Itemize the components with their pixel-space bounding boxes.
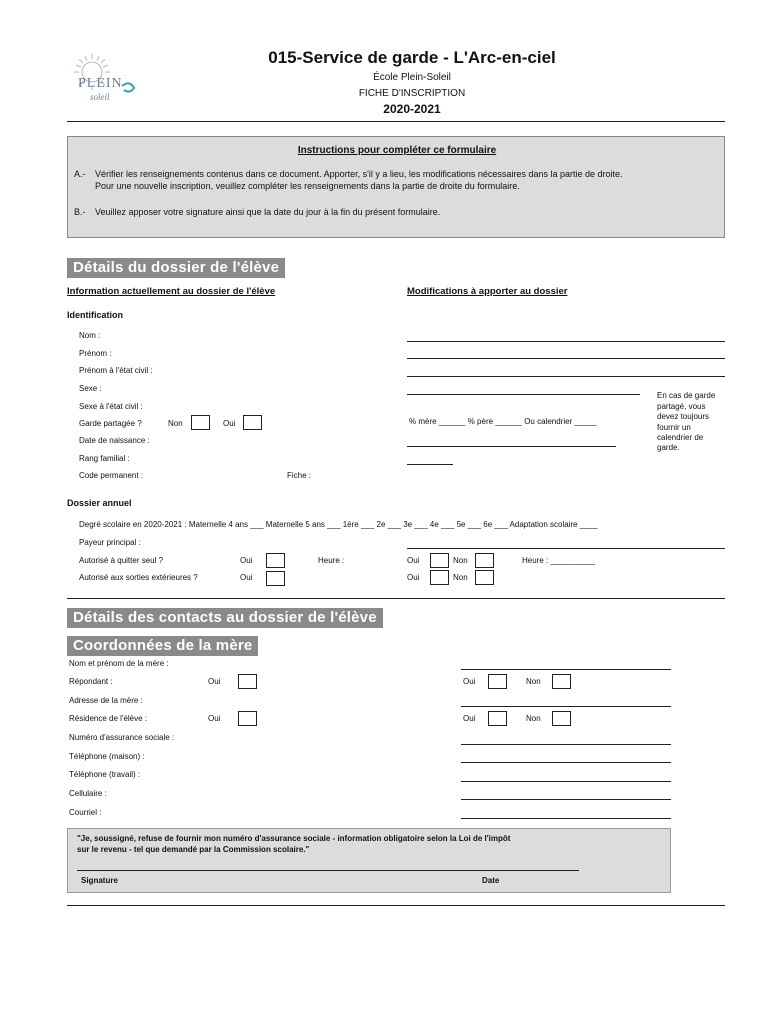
repondant-new-non-label: Non — [526, 677, 541, 686]
residence-new-non-label: Non — [526, 714, 541, 723]
cellulaire-input-line[interactable] — [461, 799, 671, 800]
logo-subtext: soleil — [90, 92, 110, 102]
tel-travail-label: Téléphone (travail) : — [69, 770, 141, 779]
garde-note-5: calendrier de — [657, 433, 704, 442]
instruction-b-marker: B.- — [74, 207, 86, 217]
sorties-new-non-checkbox[interactable] — [475, 570, 494, 585]
repondant-new-non-checkbox[interactable] — [552, 674, 571, 689]
naissance-input-line[interactable] — [407, 446, 616, 447]
repondant-label: Répondant : — [69, 677, 113, 686]
garde-note-3: devez toujours — [657, 412, 710, 421]
contacts-section-title: Détails des contacts au dossier de l'élève — [67, 608, 383, 628]
quitter-heure-label: Heure : — [318, 556, 345, 565]
instruction-a-line2: Pour une nouvelle inscription, veuillez compléter les renseignements dans la partie de droite du formulaire. — [95, 181, 520, 191]
school-year: 2020-2021 — [383, 102, 441, 116]
tel-maison-input-line[interactable] — [461, 762, 671, 763]
signature-input-line[interactable] — [77, 870, 579, 871]
garde-oui-label: Oui — [223, 419, 236, 428]
nom-label: Nom : — [79, 331, 101, 340]
residence-new-oui-label: Oui — [463, 714, 476, 723]
garde-oui-checkbox[interactable] — [243, 415, 262, 430]
nas-label: Numéro d'assurance sociale : — [69, 733, 175, 742]
nas-refusal-line2: sur le revenu - tel que demandé par la Commission scolaire." — [77, 845, 310, 854]
garde-note-4: fournir un — [657, 423, 691, 432]
quitter-new-non-label: Non — [453, 556, 468, 565]
signature-label: Signature — [81, 876, 118, 885]
instruction-a-line1: Vérifier les renseignements contenus dans ce document. Apporter, s'il y a lieu, les modifications nécessaires dans la partie de droite. — [95, 169, 623, 179]
quitter-new-heure: Heure : __________ — [522, 556, 595, 565]
sexe-label: Sexe : — [79, 384, 102, 393]
payeur-label: Payeur principal : — [79, 538, 141, 547]
nas-refusal-line1: "Je, soussigné, refuse de fournir mon numéro d'assurance sociale - information obligatoire selon la Loi de l'impôt — [77, 834, 511, 843]
mother-name-input-line[interactable] — [461, 669, 671, 670]
nom-input-line[interactable] — [407, 341, 725, 342]
sorties-new-non-label: Non — [453, 573, 468, 582]
student-section-divider — [67, 598, 725, 599]
mother-section-title: Coordonnées de la mère — [67, 636, 258, 656]
sorties-new-oui-label: Oui — [407, 573, 420, 582]
quitter-label: Autorisé à quitter seul ? — [79, 556, 164, 565]
rang-input-line[interactable] — [407, 464, 453, 465]
instruction-b-line: Veuillez apposer votre signature ainsi que la date du jour à la fin du présent formulaire. — [95, 207, 441, 217]
date-label: Date — [482, 876, 500, 885]
payeur-input-line[interactable] — [407, 548, 725, 549]
quitter-new-non-checkbox[interactable] — [475, 553, 494, 568]
residence-oui-checkbox[interactable] — [238, 711, 257, 726]
quitter-oui-checkbox[interactable] — [266, 553, 285, 568]
tel-maison-label: Téléphone (maison) : — [69, 752, 145, 761]
sorties-new-oui-checkbox[interactable] — [430, 570, 449, 585]
mother-address-input-line[interactable] — [461, 706, 671, 707]
repondant-new-oui-label: Oui — [463, 677, 476, 686]
sexe-input-line[interactable] — [407, 394, 640, 395]
nas-input-line[interactable] — [461, 744, 671, 745]
prenom-input-line[interactable] — [407, 358, 725, 359]
identification-heading: Identification — [67, 310, 123, 320]
current-info-heading: Information actuellement au dossier de l'élève — [67, 286, 276, 297]
form-name: FICHE D'INSCRIPTION — [358, 88, 466, 99]
logo-text: PLEIN — [78, 76, 123, 91]
garde-percentage-line: % mère ______ % père ______ Ou calendrier _____ — [409, 417, 597, 426]
instructions-title: Instructions pour compléter ce formulaire — [297, 145, 497, 156]
garde-non-label: Non — [168, 419, 183, 428]
cellulaire-label: Cellulaire : — [69, 789, 107, 798]
tel-travail-input-line[interactable] — [461, 781, 671, 782]
residence-new-oui-checkbox[interactable] — [488, 711, 507, 726]
naissance-label: Date de naissance : — [79, 436, 150, 445]
code-permanent-label: Code permanent : — [79, 471, 144, 480]
repondant-oui-label: Oui — [208, 677, 221, 686]
header-divider — [67, 121, 725, 122]
footer-divider — [67, 905, 725, 906]
garde-partagee-label: Garde partagée ? — [79, 419, 142, 428]
repondant-new-oui-checkbox[interactable] — [488, 674, 507, 689]
mother-name-label: Nom et prénom de la mère : — [69, 659, 169, 668]
prenom-civil-input-line[interactable] — [407, 376, 725, 377]
sorties-oui-label: Oui — [240, 573, 253, 582]
mother-address-label: Adresse de la mère : — [69, 696, 143, 705]
prenom-civil-label: Prénom à l'état civil : — [79, 366, 153, 375]
garde-note-1: En cas de garde — [657, 391, 716, 400]
modifications-heading: Modifications à apporter au dossier — [407, 286, 568, 297]
courriel-label: Courriel : — [69, 808, 102, 817]
sorties-oui-checkbox[interactable] — [266, 571, 285, 586]
form-title: 015-Service de garde - L'Arc-en-ciel — [268, 48, 556, 67]
sexe-civil-label: Sexe à l'état civil : — [79, 402, 143, 411]
fiche-label: Fiche : — [287, 471, 312, 480]
residence-label: Résidence de l'élève : — [69, 714, 148, 723]
residence-oui-label: Oui — [208, 714, 221, 723]
garde-non-checkbox[interactable] — [191, 415, 210, 430]
garde-note-6: garde. — [657, 443, 680, 452]
rang-label: Rang familial : — [79, 454, 130, 463]
quitter-new-oui-label: Oui — [407, 556, 420, 565]
student-section-title: Détails du dossier de l'élève — [67, 258, 285, 278]
quitter-oui-label: Oui — [240, 556, 253, 565]
instruction-a-marker: A.- — [74, 169, 86, 179]
repondant-oui-checkbox[interactable] — [238, 674, 257, 689]
residence-new-non-checkbox[interactable] — [552, 711, 571, 726]
garde-note-2: partagé, vous — [657, 402, 706, 411]
annual-heading: Dossier annuel — [67, 498, 132, 508]
sorties-label: Autorisé aux sorties extérieures ? — [79, 573, 198, 582]
quitter-new-oui-checkbox[interactable] — [430, 553, 449, 568]
prenom-label: Prénom : — [79, 349, 112, 358]
degre-scolaire-line: Degré scolaire en 2020-2021 : Maternelle 4 ans ___ Maternelle 5 ans ___ 1ère ___ 2e ___ 3e ___ 4e ___ 5e ___ 6e ___ Adaptation scolaire ____ — [79, 520, 598, 529]
courriel-input-line[interactable] — [461, 818, 671, 819]
school-name: École Plein-Soleil — [373, 72, 451, 83]
